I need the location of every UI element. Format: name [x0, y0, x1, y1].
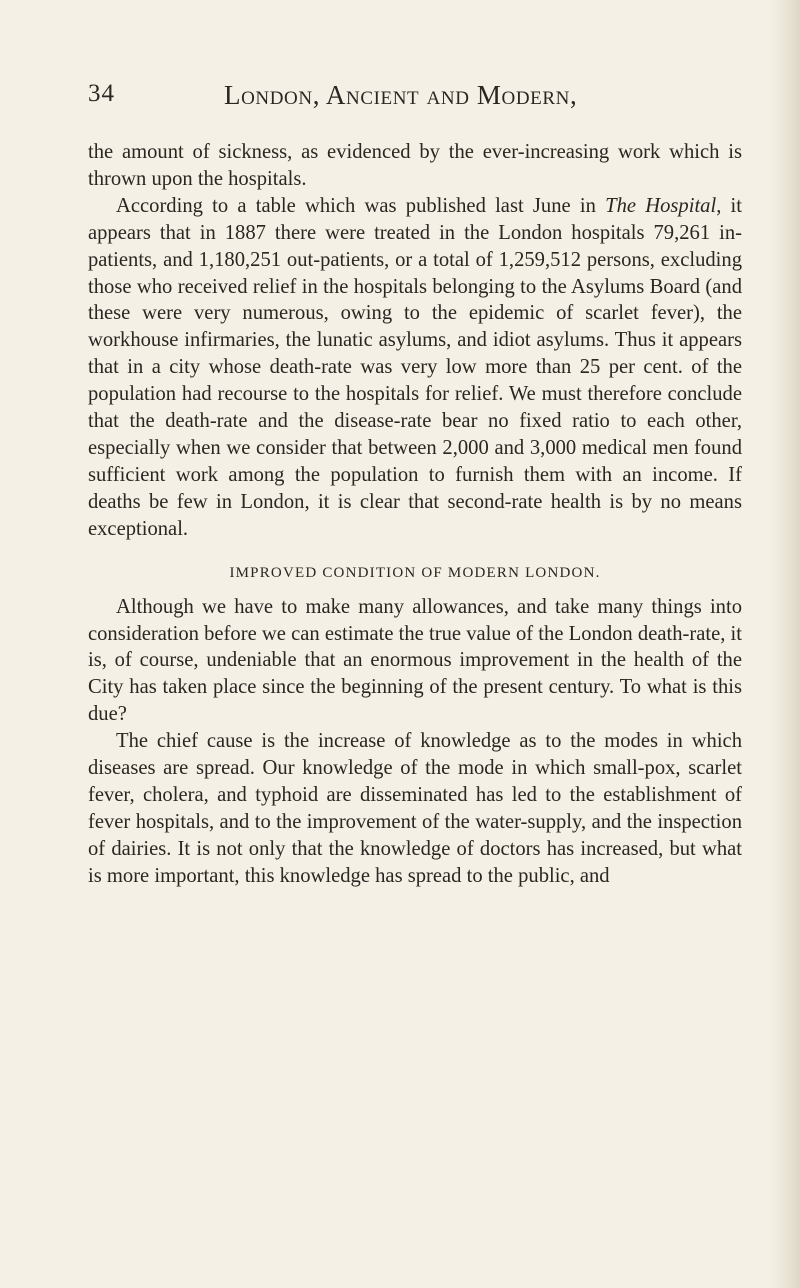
paragraph-improvement: Although we have to make many allowances, and take many things into consideration before we can estimate the true value of the London death-rate, it is, of course, undeniable that an enormous improvement in the health of the City has taken place since the beginning of the present century. To what is this due?	[88, 595, 742, 726]
paragraph-text-rest: , it appears that in 1887 there were treated in the London hospitals 79,261 in-patients, and 1,180,251 out-patients, or a total of 1,259,512 persons, excluding those who received relief in the hospitals belonging to the Asylums Board (and these were very numerous, owing to the epidemic of scarlet fever), the workhouse infirmaries, the lunatic asylums, and idiot asylums. Thus it appears that in a city whose death-rate was very low more than 25 per cent. of the population had recourse to the hospitals for relief. We must therefore conclude that the death-rate and the disease-rate bear no fixed ratio to each other, especially when we consider that between 2,000 and 3,000 medical men found sufficient work among the population to furnish them with an income. If deaths be few in London, it is clear that second-rate health is by no means exceptional.	[88, 194, 743, 540]
paragraph-hospital-statistics	[88, 193, 742, 543]
running-title: London, Ancient and Modern,	[224, 80, 578, 110]
page-number: 34	[88, 80, 115, 107]
paragraph-continuation: the amount of sickness, as evidenced by the ever-increasing work which is thrown upon the hospitals.	[88, 141, 742, 190]
publication-title: The Hospital	[605, 194, 717, 217]
page-header	[88, 80, 728, 116]
section-heading: IMPROVED CONDITION OF MODERN LONDON.	[229, 564, 601, 581]
paragraph-text-start: According to a table which was published last June in	[116, 194, 606, 217]
paragraph-chief-cause: The chief cause is the increase of knowledge as to the modes in which diseases are spread. Our knowledge of the mode in which small-pox, scarlet fever, cholera, and typhoid are disseminated has led to the establishment of fever hospitals, and to the improvement of the water-supply, and the inspection of dairies. It is not only that the knowledge of doctors has increased, but what is more important, this knowledge has spread to the public, and	[88, 730, 742, 887]
body-text	[88, 139, 742, 890]
